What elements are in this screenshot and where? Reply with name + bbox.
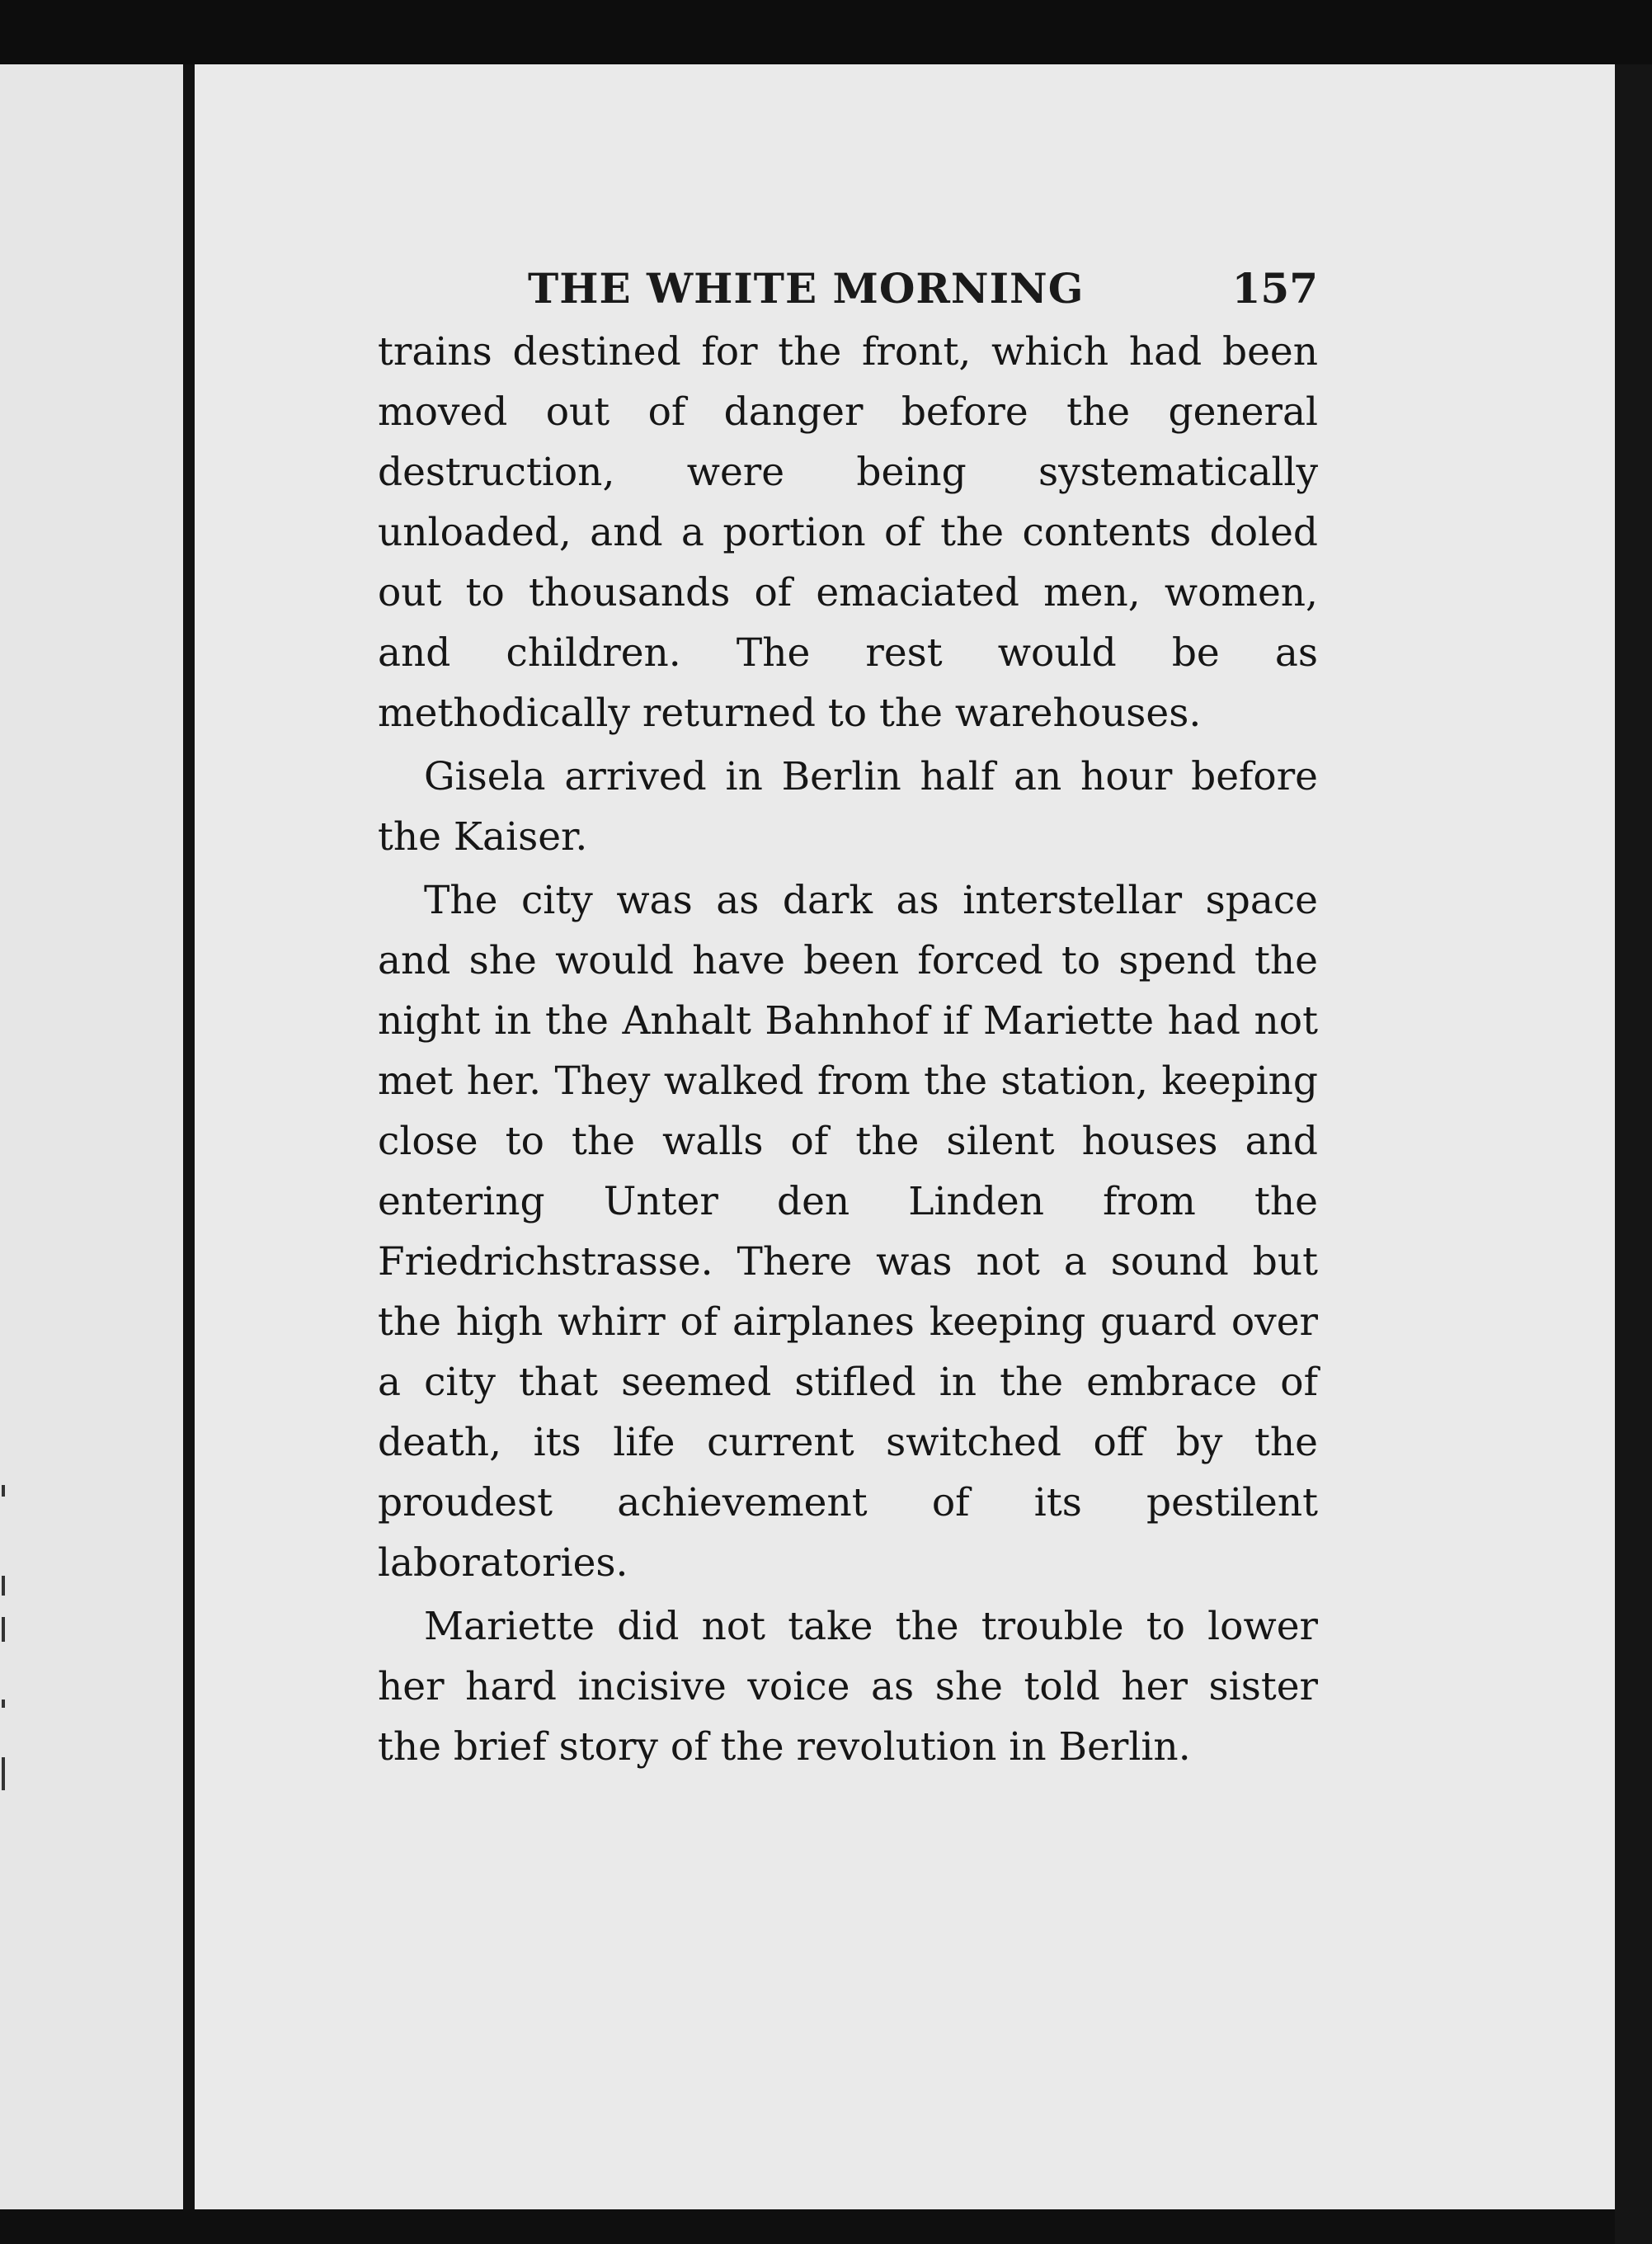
body-text [378,322,1318,1777]
paragraph: The city was as dark as interstellar space and she would have been forced to spend the night in the Anhalt Bahnhof if Mariette had not met her. They walked from the station, keeping close to the walls of the silent houses and entering Unter den Linden from the Friedrichstrasse. There was not a sound but the high whirr of airplanes keeping guard over a city that seemed stifled in the embrace of death, its life current switched off by the proudest achievement of its pestilent laboratories. [378,878,1318,1586]
book-gutter [183,64,195,2209]
film-right-edge [1615,64,1652,2244]
scan-artifacts [2,1485,10,1815]
page-number: 157 [1231,264,1318,313]
running-head-title: THE WHITE MORNING [528,264,1085,313]
paragraph: trains destined for the front, which had been moved out of danger before the general destruction, were being systematically unloaded, and a portion of the contents doled out to thousands of emaciated men, women, and children. The rest would be as methodically returned to the warehouses. [378,329,1318,736]
page-text-block [378,256,1318,1777]
running-head [378,256,1318,322]
paragraph: Mariette did not take the trouble to lower her hard incisive voice as she told her sister the brief story of the revolution in Berlin. [378,1604,1318,1770]
film-top-edge [0,0,1652,64]
film-bottom-edge [0,2209,1615,2244]
facing-page-edge [0,64,183,2209]
paragraph: Gisela arrived in Berlin half an hour before the Kaiser. [378,754,1318,860]
